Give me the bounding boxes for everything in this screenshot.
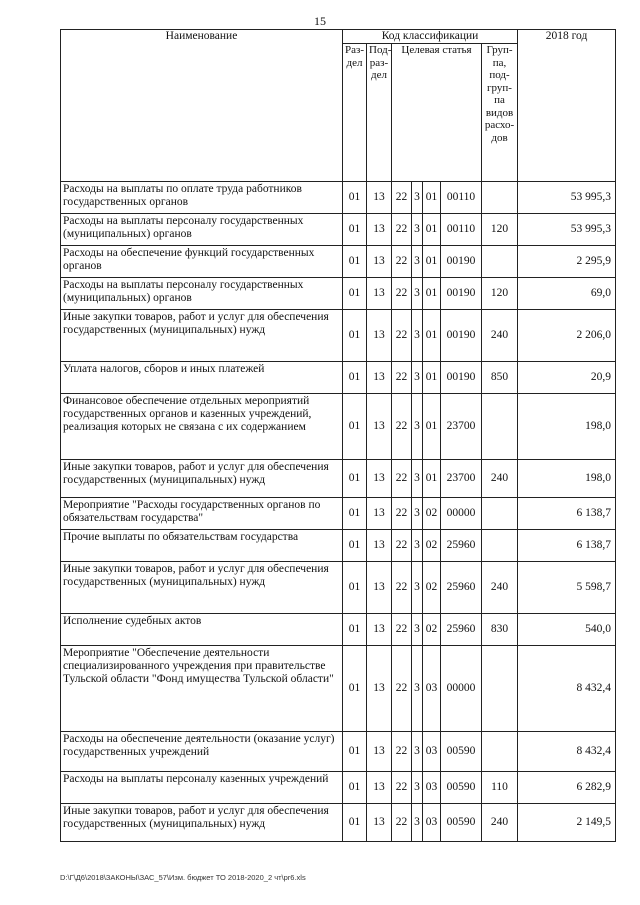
cell-name: Расходы на обеспечение функций государственных органов	[61, 246, 343, 278]
cell-d: 25960	[441, 614, 482, 646]
cell-name: Расходы на выплаты персоналу казенных учреждений	[61, 772, 343, 804]
cell-vr: 110	[482, 772, 518, 804]
cell-c: 02	[423, 530, 441, 562]
cell-pr: 13	[367, 246, 392, 278]
cell-rz: 01	[343, 732, 367, 772]
cell-pr: 13	[367, 614, 392, 646]
cell-sum: 8 432,4	[518, 732, 616, 772]
cell-vr: 240	[482, 562, 518, 614]
cell-vr	[482, 394, 518, 460]
cell-rz: 01	[343, 278, 367, 310]
cell-b: 3	[412, 278, 423, 310]
header-target: Целевая статья	[392, 44, 482, 182]
cell-name: Иные закупки товаров, работ и услуг для обеспечения государственных (муниципальных) нужд	[61, 562, 343, 614]
cell-sum: 53 995,3	[518, 182, 616, 214]
cell-d: 00590	[441, 772, 482, 804]
cell-a: 22	[392, 310, 412, 362]
cell-a: 22	[392, 278, 412, 310]
cell-b: 3	[412, 460, 423, 498]
table-row	[61, 246, 616, 278]
cell-a: 22	[392, 460, 412, 498]
table-row	[61, 530, 616, 562]
cell-a: 22	[392, 732, 412, 772]
cell-b: 3	[412, 214, 423, 246]
cell-vr	[482, 498, 518, 530]
cell-name: Расходы на выплаты по оплате труда работников государственных органов	[61, 182, 343, 214]
table-row	[61, 498, 616, 530]
cell-vr: 830	[482, 614, 518, 646]
cell-d: 25960	[441, 530, 482, 562]
cell-pr: 13	[367, 394, 392, 460]
cell-d: 00190	[441, 362, 482, 394]
cell-b: 3	[412, 394, 423, 460]
cell-c: 01	[423, 278, 441, 310]
cell-rz: 01	[343, 310, 367, 362]
cell-rz: 01	[343, 530, 367, 562]
cell-c: 01	[423, 246, 441, 278]
cell-b: 3	[412, 562, 423, 614]
table-row	[61, 310, 616, 362]
cell-pr: 13	[367, 214, 392, 246]
cell-b: 3	[412, 246, 423, 278]
table-row	[61, 646, 616, 732]
cell-c: 01	[423, 182, 441, 214]
cell-a: 22	[392, 246, 412, 278]
cell-c: 01	[423, 214, 441, 246]
cell-name: Расходы на выплаты персоналу государственных (муниципальных) органов	[61, 278, 343, 310]
cell-b: 3	[412, 530, 423, 562]
table-row	[61, 562, 616, 614]
cell-b: 3	[412, 310, 423, 362]
cell-rz: 01	[343, 362, 367, 394]
cell-rz: 01	[343, 246, 367, 278]
cell-b: 3	[412, 182, 423, 214]
cell-b: 3	[412, 732, 423, 772]
cell-pr: 13	[367, 804, 392, 842]
cell-rz: 01	[343, 772, 367, 804]
cell-b: 3	[412, 614, 423, 646]
cell-d: 00000	[441, 498, 482, 530]
cell-b: 3	[412, 646, 423, 732]
cell-a: 22	[392, 394, 412, 460]
cell-sum: 5 598,7	[518, 562, 616, 614]
table-row	[61, 614, 616, 646]
cell-a: 22	[392, 772, 412, 804]
cell-d: 00190	[441, 278, 482, 310]
cell-c: 03	[423, 804, 441, 842]
cell-sum: 2 149,5	[518, 804, 616, 842]
cell-vr	[482, 246, 518, 278]
cell-sum: 69,0	[518, 278, 616, 310]
cell-d: 00000	[441, 646, 482, 732]
cell-name: Мероприятие "Обеспечение деятельности специализированного учреждения при правительстве Тульской области "Фонд имущества Тульской области"	[61, 646, 343, 732]
cell-rz: 01	[343, 460, 367, 498]
cell-name: Прочие выплаты по обязательствам государства	[61, 530, 343, 562]
cell-rz: 01	[343, 394, 367, 460]
cell-rz: 01	[343, 182, 367, 214]
cell-a: 22	[392, 530, 412, 562]
cell-a: 22	[392, 646, 412, 732]
cell-a: 22	[392, 562, 412, 614]
cell-sum: 198,0	[518, 460, 616, 498]
cell-d: 00110	[441, 214, 482, 246]
table-row	[61, 362, 616, 394]
cell-vr: 850	[482, 362, 518, 394]
header-name: Наименование	[61, 30, 343, 182]
cell-vr: 120	[482, 214, 518, 246]
cell-sum: 6 138,7	[518, 498, 616, 530]
cell-rz: 01	[343, 562, 367, 614]
cell-name: Иные закупки товаров, работ и услуг для обеспечения государственных (муниципальных) нужд	[61, 310, 343, 362]
cell-sum: 2 295,9	[518, 246, 616, 278]
cell-vr	[482, 646, 518, 732]
cell-name: Уплата налогов, сборов и иных платежей	[61, 362, 343, 394]
header-group: Груп- па, под- груп- па видов расхо- дов	[482, 44, 518, 182]
cell-vr: 240	[482, 460, 518, 498]
cell-d: 25960	[441, 562, 482, 614]
cell-a: 22	[392, 362, 412, 394]
cell-vr: 240	[482, 310, 518, 362]
table-body	[61, 182, 616, 842]
header-razdel: Раз- дел	[343, 44, 367, 182]
cell-c: 03	[423, 732, 441, 772]
cell-vr	[482, 530, 518, 562]
cell-sum: 8 432,4	[518, 646, 616, 732]
cell-d: 00590	[441, 732, 482, 772]
cell-a: 22	[392, 498, 412, 530]
header-code-classification: Код классификации	[343, 30, 518, 44]
cell-d: 00190	[441, 246, 482, 278]
cell-name: Мероприятие "Расходы государственных органов по обязательствам государства"	[61, 498, 343, 530]
cell-c: 01	[423, 362, 441, 394]
cell-b: 3	[412, 498, 423, 530]
table-row	[61, 732, 616, 772]
cell-pr: 13	[367, 732, 392, 772]
cell-b: 3	[412, 362, 423, 394]
header-year: 2018 год	[518, 30, 616, 182]
cell-name: Расходы на выплаты персоналу государственных (муниципальных) органов	[61, 214, 343, 246]
cell-sum: 20,9	[518, 362, 616, 394]
cell-rz: 01	[343, 214, 367, 246]
cell-c: 02	[423, 498, 441, 530]
cell-c: 01	[423, 310, 441, 362]
cell-sum: 53 995,3	[518, 214, 616, 246]
cell-name: Финансовое обеспечение отдельных мероприятий государственных органов и казенных учреждений, реализация которых не связана с их содержанием	[61, 394, 343, 460]
file-path-footer: D:\Г\Д6\2018\ЗАКОНЫ\ЗАС_57\Изм. бюджет ТО 2018-2020_2 чт\pr6.xls	[60, 873, 306, 882]
cell-a: 22	[392, 614, 412, 646]
cell-pr: 13	[367, 530, 392, 562]
cell-sum: 6 282,9	[518, 772, 616, 804]
cell-pr: 13	[367, 498, 392, 530]
cell-c: 02	[423, 614, 441, 646]
cell-a: 22	[392, 182, 412, 214]
cell-pr: 13	[367, 772, 392, 804]
cell-vr	[482, 732, 518, 772]
cell-rz: 01	[343, 646, 367, 732]
page-number: 15	[314, 14, 326, 28]
cell-d: 00190	[441, 310, 482, 362]
cell-sum: 2 206,0	[518, 310, 616, 362]
table-row	[61, 772, 616, 804]
table-row	[61, 278, 616, 310]
cell-b: 3	[412, 772, 423, 804]
cell-a: 22	[392, 214, 412, 246]
cell-sum: 6 138,7	[518, 530, 616, 562]
table-row	[61, 182, 616, 214]
cell-name: Расходы на обеспечение деятельности (оказание услуг) государственных учреждений	[61, 732, 343, 772]
cell-pr: 13	[367, 278, 392, 310]
cell-rz: 01	[343, 804, 367, 842]
cell-pr: 13	[367, 310, 392, 362]
cell-d: 23700	[441, 394, 482, 460]
cell-sum: 540,0	[518, 614, 616, 646]
cell-c: 01	[423, 460, 441, 498]
cell-c: 02	[423, 562, 441, 614]
budget-table	[60, 29, 616, 842]
cell-rz: 01	[343, 498, 367, 530]
cell-pr: 13	[367, 460, 392, 498]
cell-c: 03	[423, 772, 441, 804]
table-row	[61, 394, 616, 460]
header-podrazdel: Под- раз- дел	[367, 44, 392, 182]
cell-name: Иные закупки товаров, работ и услуг для обеспечения государственных (муниципальных) нужд	[61, 804, 343, 842]
cell-vr	[482, 182, 518, 214]
cell-d: 00110	[441, 182, 482, 214]
cell-pr: 13	[367, 362, 392, 394]
table-row	[61, 214, 616, 246]
cell-vr: 240	[482, 804, 518, 842]
cell-pr: 13	[367, 182, 392, 214]
table-row	[61, 804, 616, 842]
cell-sum: 198,0	[518, 394, 616, 460]
cell-name: Иные закупки товаров, работ и услуг для обеспечения государственных (муниципальных) нужд	[61, 460, 343, 498]
cell-c: 01	[423, 394, 441, 460]
cell-name: Исполнение судебных актов	[61, 614, 343, 646]
cell-c: 03	[423, 646, 441, 732]
cell-vr: 120	[482, 278, 518, 310]
cell-d: 23700	[441, 460, 482, 498]
cell-a: 22	[392, 804, 412, 842]
cell-b: 3	[412, 804, 423, 842]
cell-rz: 01	[343, 614, 367, 646]
cell-pr: 13	[367, 646, 392, 732]
cell-d: 00590	[441, 804, 482, 842]
table-row	[61, 460, 616, 498]
cell-pr: 13	[367, 562, 392, 614]
